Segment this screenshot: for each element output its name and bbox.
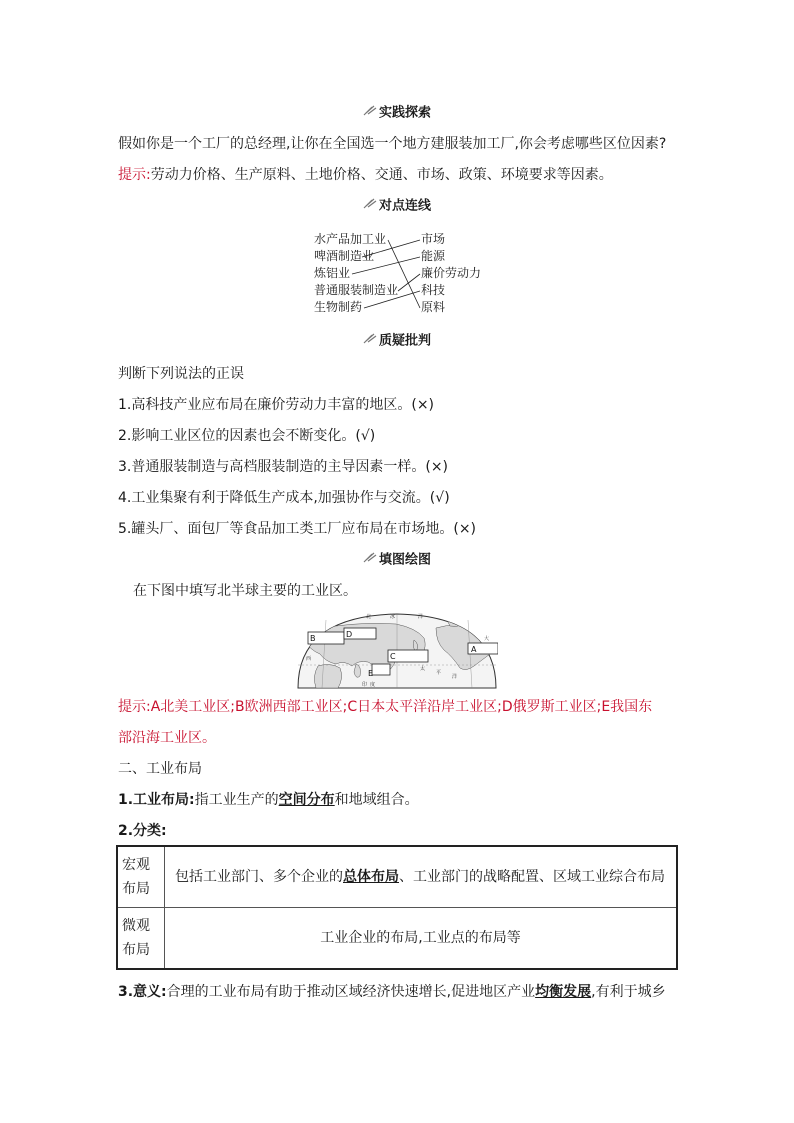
map-title: 填图绘图 xyxy=(378,552,431,568)
layout-meaning xyxy=(118,982,666,1002)
meaning-keyword: 均衡发展 xyxy=(535,984,592,1000)
cell-text: 包括工业部门、多个企业的 xyxy=(175,869,343,885)
match-connector-line xyxy=(398,274,420,291)
section-heading-map xyxy=(0,551,794,570)
classification-table xyxy=(116,845,678,970)
table-cell xyxy=(165,846,678,908)
map-hint-line1 xyxy=(118,697,652,717)
judge-item: 1.高科技产业应布局在廉价劳动力丰富的地区。(×) xyxy=(118,397,435,413)
meaning-text: 合理的工业布局有助于推动区域经济快速增长,促进地区产业 xyxy=(166,984,536,1000)
meaning-label: 3.意义: xyxy=(118,984,167,1000)
quill-icon xyxy=(363,551,377,569)
match-connector-lines xyxy=(0,0,794,330)
match-right-item: 市场 xyxy=(421,232,446,246)
match-connector-line xyxy=(352,257,420,274)
match-right-item: 能源 xyxy=(421,249,446,263)
quill-icon xyxy=(363,332,377,350)
match-left-item: 炼铝业 xyxy=(314,266,351,280)
hint-label: 提示: xyxy=(118,699,151,715)
match-connector-line xyxy=(388,240,420,308)
map-text: 西 xyxy=(306,656,312,662)
match-connector-line xyxy=(362,240,420,257)
classification-label: 2.分类: xyxy=(118,823,167,839)
table-cell: 工业企业的布局,工业点的布局等 xyxy=(165,908,678,970)
map-text: 北 xyxy=(366,614,372,620)
match-right-item: 科技 xyxy=(421,283,446,297)
map-text: 度 xyxy=(370,682,376,688)
judge-item: 2.影响工业区位的因素也会不断变化。(√) xyxy=(118,428,376,444)
map-label-a: A xyxy=(471,645,477,654)
map-text: 大 xyxy=(484,636,490,642)
map-text: 冰 xyxy=(390,614,396,620)
table-row xyxy=(117,846,677,908)
map-label-b: B xyxy=(310,634,316,643)
match-right-item: 廉价劳动力 xyxy=(421,266,482,280)
definition-keyword: 空间分布 xyxy=(278,792,335,808)
match-left-item: 生物制药 xyxy=(314,300,363,314)
table-row xyxy=(117,908,677,970)
hint-text: 劳动力价格、生产原料、土地价格、交通、市场、政策、环境要求等因素。 xyxy=(150,167,613,183)
judge-item: 4.工业集聚有利于降低生产成本,加强协作与交流。(√) xyxy=(118,490,450,506)
map-label-c: C xyxy=(390,652,396,661)
table-row-head: 宏观布局 xyxy=(117,846,165,908)
judge-intro: 判断下列说法的正误 xyxy=(118,366,244,382)
definition-text: 指工业生产的 xyxy=(194,792,279,808)
map-text: 太 xyxy=(420,666,426,672)
match-right-item: 原料 xyxy=(421,300,446,314)
section-title-industrial-layout: 二、工业布局 xyxy=(118,761,202,777)
map-text: 平 xyxy=(436,670,442,676)
cell-keyword: 总体布局 xyxy=(343,869,399,885)
table-row-head: 微观布局 xyxy=(117,908,165,970)
practice-question: 假如你是一个工厂的总经理,让你在全国选一个地方建服装加工厂,你会考虑哪些区位因素? xyxy=(118,136,667,152)
map-text: 印 xyxy=(362,682,368,688)
match-title: 对点连线 xyxy=(378,198,431,214)
match-left-item: 水产品加工业 xyxy=(314,232,387,246)
match-left-item: 普通服装制造业 xyxy=(314,283,399,297)
judge-title: 质疑批判 xyxy=(378,333,431,349)
map-hint-line2: 部沿海工业区。 xyxy=(118,730,216,746)
hint-label: 提示: xyxy=(118,167,151,183)
hint-text: A北美工业区;B欧洲西部工业区;C日本太平洋沿岸工业区;D俄罗斯工业区;E我国东 xyxy=(150,699,653,715)
layout-definition xyxy=(118,790,419,810)
map-label-d: D xyxy=(346,630,353,639)
judge-item: 3.普通服装制造与高档服装制造的主导因素一样。(×) xyxy=(118,459,449,475)
northern-hemisphere-map xyxy=(296,610,498,690)
cell-text: 、工业部门的战略配置、区域工业综合布局 xyxy=(399,869,665,885)
definition-text: 和地域组合。 xyxy=(334,792,419,808)
definition-label: 1.工业布局: xyxy=(118,792,195,808)
map-instruction: 在下图中填写北半球主要的工业区。 xyxy=(133,583,357,599)
practice-title: 实践探索 xyxy=(378,105,431,121)
map-text: 洋 xyxy=(418,614,424,620)
section-heading-judge xyxy=(0,332,794,351)
map-text: 洋 xyxy=(452,674,458,680)
meaning-text: ,有利于城乡 xyxy=(591,984,666,1000)
map-label-e: E xyxy=(368,669,374,678)
judge-item: 5.罐头厂、面包厂等食品加工类工厂应布局在市场地。(×) xyxy=(118,521,477,537)
match-connector-line xyxy=(364,291,420,308)
match-left-item: 啤酒制造业 xyxy=(314,249,375,263)
